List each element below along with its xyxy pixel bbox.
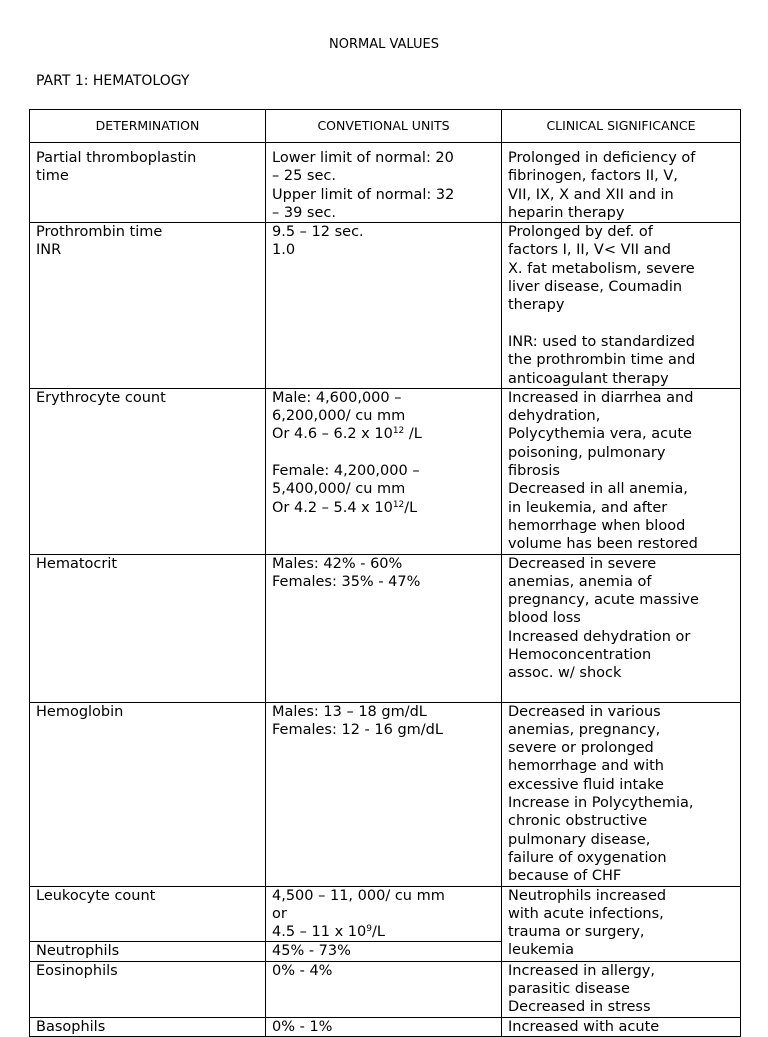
determination-cell	[30, 942, 266, 961]
cell-line: 4,500 – 11, 000/ cu mm	[272, 887, 445, 904]
cell-line: Or 4.6 – 6.2 x $10^{12}$ /L	[272, 426, 422, 443]
cell-line: blood loss	[508, 610, 581, 627]
table-row	[30, 223, 741, 389]
cell-line: Increase in Polycythemia,	[508, 795, 694, 812]
cell-line: Males: 42% - 60%	[272, 555, 403, 572]
determination-cell	[30, 961, 266, 1017]
cell-line: failure of oxygenation	[508, 849, 667, 866]
table-row	[30, 554, 741, 702]
cell-line: Hematocrit	[36, 555, 118, 572]
cell-line: Leukocyte count	[36, 887, 156, 904]
document-title: NORMAL VALUES	[328, 37, 439, 52]
units-cell	[266, 1017, 502, 1036]
cell-line: Decreased in various	[508, 703, 661, 720]
cell-line: pregnancy, acute massive	[508, 592, 699, 609]
cell-line: dehydration,	[508, 408, 601, 425]
cell-line: trauma or surgery,	[508, 924, 645, 941]
units-cell	[266, 961, 502, 1017]
cell-line: pulmonary disease,	[508, 831, 651, 848]
units-cell	[266, 143, 502, 223]
determination-cell	[30, 886, 266, 942]
significance-cell	[502, 702, 741, 886]
cell-line: Male: 4,600,000 –	[272, 389, 402, 406]
cell-line: because of CHF	[508, 868, 622, 885]
units-cell	[266, 388, 502, 554]
cell-line: Female: 4,200,000 –	[272, 463, 420, 480]
table-row	[30, 143, 741, 223]
units-cell	[266, 554, 502, 702]
table-body	[30, 143, 741, 1037]
cell-line: Neutrophils	[36, 943, 120, 960]
cell-line: volume has been restored	[508, 536, 698, 553]
cell-line: X. fat metabolism, severe	[508, 260, 695, 277]
cell-line: parasitic disease	[508, 980, 630, 997]
cell-line: anticoagulant therapy	[508, 370, 669, 387]
units-cell	[266, 886, 502, 942]
cell-line: Increased with acute	[508, 1018, 660, 1035]
significance-cell	[502, 961, 741, 1017]
cell-line: Decreased in stress	[508, 999, 651, 1016]
cell-line: with acute infections,	[508, 905, 664, 922]
cell-line: INR	[36, 242, 62, 259]
cell-line: 4.5 – 11 x $10^9/L$	[272, 924, 385, 941]
header-conventional-units: CONVETIONAL UNITS	[266, 110, 502, 143]
cell-line: 45% - 73%	[272, 943, 351, 960]
cell-line: factors I, II, V< VII and	[508, 242, 671, 259]
cell-line: chronic obstructive	[508, 813, 648, 830]
cell-line: Or 4.2 – 5.4 x $10^{12}/L$	[272, 499, 418, 516]
determination-cell	[30, 554, 266, 702]
cell-line: anemias, pregnancy,	[508, 721, 661, 738]
cell-line: Females: 12 - 16 gm/dL	[272, 721, 443, 738]
cell-line: 5,400,000/ cu mm	[272, 481, 406, 498]
cell-line: Increased in diarrhea and	[508, 389, 694, 406]
cell-line: in leukemia, and after	[508, 499, 668, 516]
cell-line: Increased in allergy,	[508, 962, 655, 979]
cell-line: severe or prolonged	[508, 740, 654, 757]
cell-line: 1.0	[272, 242, 296, 259]
table-row	[30, 961, 741, 1017]
table-header-row	[30, 110, 741, 143]
cell-line: leukemia	[508, 942, 574, 959]
cell-line: Eosinophils	[36, 962, 118, 979]
cell-line: poisoning, pulmonary	[508, 444, 666, 461]
cell-line: Upper limit of normal: 32	[272, 186, 455, 203]
cell-line: Decreased in severe	[508, 555, 657, 572]
cell-line: therapy	[508, 297, 565, 314]
header-clinical-significance: CLINICAL SIGNIFICANCE	[502, 110, 741, 143]
units-cell	[266, 942, 502, 961]
cell-line: 6,200,000/ cu mm	[272, 408, 406, 425]
table-row	[30, 388, 741, 554]
cell-line: Partial thromboplastin	[36, 150, 197, 166]
cell-line	[508, 315, 736, 333]
cell-line: Prolonged by def. of	[508, 224, 653, 241]
cell-line: Prolonged in deficiency of	[508, 150, 696, 166]
significance-cell	[502, 1017, 741, 1036]
cell-line: Basophils	[36, 1018, 106, 1035]
cell-line: INR: used to standardized	[508, 333, 695, 350]
cell-line: Prothrombin time	[36, 224, 163, 241]
units-cell	[266, 223, 502, 389]
cell-line: liver disease, Coumadin	[508, 279, 683, 296]
cell-line: Hemoconcentration	[508, 647, 652, 664]
significance-cell	[502, 143, 741, 223]
cell-line: Neutrophils increased	[508, 887, 667, 904]
cell-line: Males: 13 – 18 gm/dL	[272, 703, 427, 720]
significance-cell	[502, 554, 741, 702]
cell-line: Erythrocyte count	[36, 389, 166, 406]
determination-cell	[30, 143, 266, 223]
table-row	[30, 886, 741, 942]
cell-line	[272, 444, 497, 462]
significance-cell	[502, 388, 741, 554]
cell-line: – 25 sec.	[272, 168, 336, 185]
cell-line: fibrinogen, factors II, V,	[508, 168, 678, 185]
cell-line: hemorrhage and with	[508, 758, 664, 775]
significance-cell	[502, 223, 741, 389]
header-determination: DETERMINATION	[30, 110, 266, 143]
cell-line: VII, IX, X and XII and in	[508, 186, 674, 203]
normal-values-table	[29, 109, 741, 1037]
determination-cell	[30, 702, 266, 886]
cell-line: 9.5 – 12 sec.	[272, 224, 364, 241]
cell-line: – 39 sec.	[272, 204, 336, 221]
cell-line: Females: 35% - 47%	[272, 573, 421, 590]
determination-cell	[30, 223, 266, 389]
cell-line: Lower limit of normal: 20	[272, 150, 454, 166]
cell-line: 0% - 1%	[272, 1018, 333, 1035]
cell-line: Polycythemia vera, acute	[508, 426, 692, 443]
units-cell	[266, 702, 502, 886]
significance-cell	[502, 886, 741, 961]
cell-line: the prothrombin time and	[508, 352, 696, 369]
table-row	[30, 702, 741, 886]
cell-line: heparin therapy	[508, 204, 625, 221]
determination-cell	[30, 388, 266, 554]
cell-line: Hemoglobin	[36, 703, 124, 720]
determination-cell	[30, 1017, 266, 1036]
cell-line: excessive fluid intake	[508, 776, 664, 793]
cell-line: anemias, anemia of	[508, 573, 652, 590]
cell-line: fibrosis	[508, 463, 560, 480]
cell-line: time	[36, 168, 69, 185]
cell-line: hemorrhage when blood	[508, 517, 686, 534]
cell-line: 0% - 4%	[272, 962, 333, 979]
cell-line: or	[272, 905, 287, 922]
table-row	[30, 1017, 741, 1036]
cell-line: Increased dehydration or	[508, 628, 691, 645]
cell-line: Decreased in all anemia,	[508, 481, 688, 498]
cell-line: assoc. w/ shock	[508, 665, 622, 682]
section-title: PART 1: HEMATOLOGY	[36, 73, 190, 89]
